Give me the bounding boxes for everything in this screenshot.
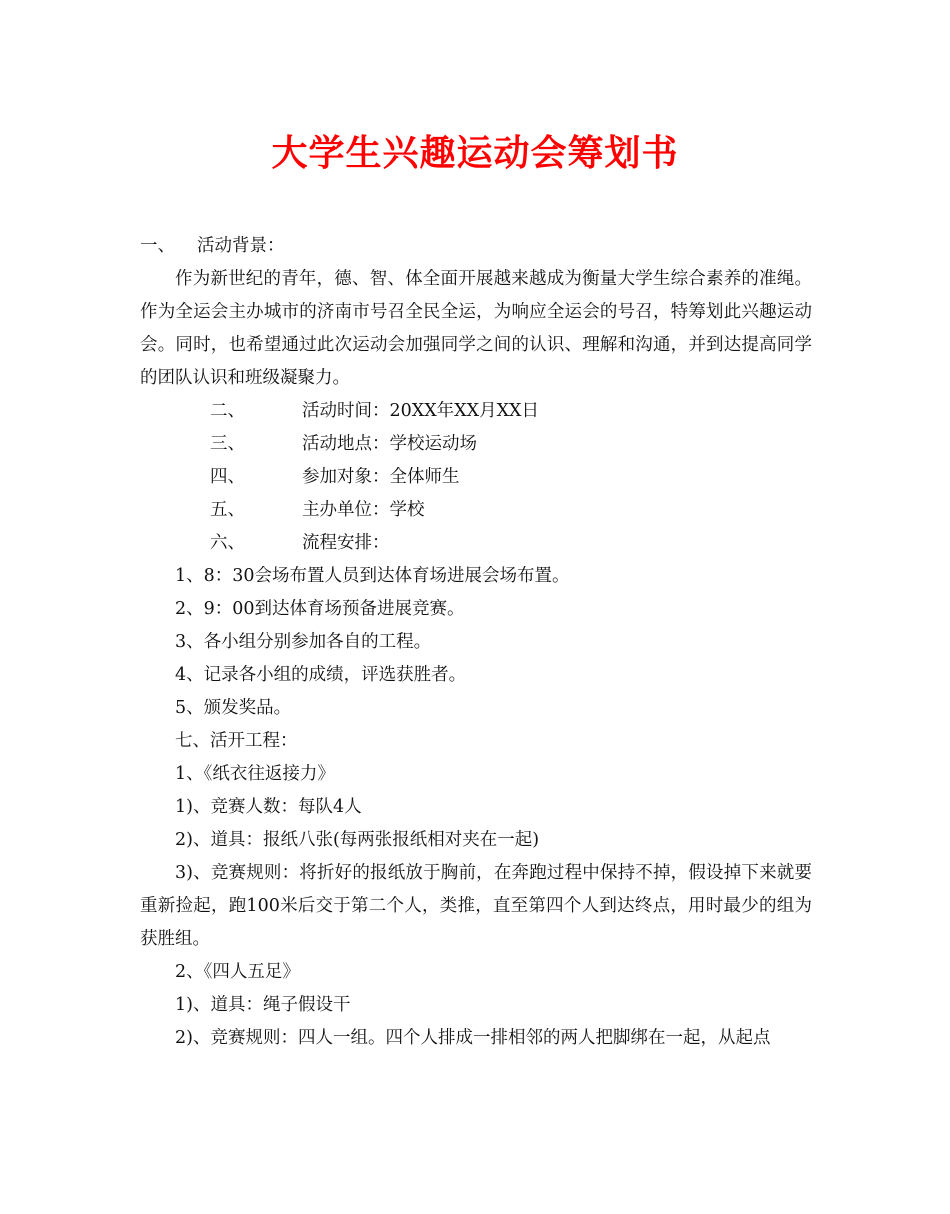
schedule-item: 1、8：30会场布置人员到达体育场进展会场布置。 <box>175 566 570 586</box>
project-title: 2、《四人五足》 <box>175 962 300 982</box>
section-item <box>140 494 812 527</box>
section-item <box>140 527 812 560</box>
schedule-item: 2、9：00到达体育场预备进展竞赛。 <box>175 599 465 619</box>
project-title: 1、《纸衣往返接力》 <box>175 764 335 784</box>
section-number: 三、 <box>210 434 245 454</box>
page-title: 大学生兴趣运动会筹划书 <box>271 132 679 174</box>
project-detail: 2)、竞赛规则：四人一组。四个人排成一排相邻的两人把脚绑在一起，从起点 <box>175 1028 771 1048</box>
section-label: 活动地点：学校运动场 <box>302 434 477 454</box>
section-heading-background <box>140 230 812 263</box>
section-label: 活动背景： <box>197 236 285 256</box>
project-detail: 1)、道具：绳子假设干 <box>175 995 351 1015</box>
section-number: 五、 <box>210 500 245 520</box>
section-item <box>140 428 812 461</box>
section-item <box>140 461 812 494</box>
section-number: 六、 <box>210 533 245 553</box>
project-rules: 3)、竞赛规则：将折好的报纸放于胸前，在奔跑过程中保持不掉，假设掉下来就要重新捡起，跑100米后交于第二个人，类推，直至第四个人到达终点，用时最少的组为获胜组。 <box>140 863 812 949</box>
document-body <box>140 230 812 1055</box>
projects-heading: 七、活开工程： <box>175 731 298 751</box>
section-item <box>140 395 812 428</box>
project-detail: 1)、竞赛人数：每队4人 <box>175 797 362 817</box>
project-detail: 2)、道具：报纸八张(每两张报纸相对夹在一起) <box>175 830 540 850</box>
section-label: 主办单位：学校 <box>302 500 425 520</box>
section-number: 一、 <box>140 236 175 256</box>
background-paragraph: 作为新世纪的青年，德、智、体全面开展越来越成为衡量大学生综合素养的准绳。作为全运会主办城市的济南市号召全民全运，为响应全运会的号召，特筹划此兴趣运动会。同时，也希望通过此次运动会加强同学之间的认识、理解和沟通，并到达提高同学的团队认识和班级凝聚力。 <box>140 269 812 388</box>
schedule-item: 5、颁发奖品。 <box>175 698 292 718</box>
section-number: 四、 <box>210 467 245 487</box>
section-number: 二、 <box>210 401 245 421</box>
section-label: 流程安排： <box>302 533 390 553</box>
section-label: 活动时间：20XX年XX月XX日 <box>302 401 540 421</box>
schedule-item: 4、记录各小组的成绩，评选获胜者。 <box>175 665 467 685</box>
schedule-item: 3、各小组分别参加各自的工程。 <box>175 632 432 652</box>
section-label: 参加对象：全体师生 <box>302 467 460 487</box>
